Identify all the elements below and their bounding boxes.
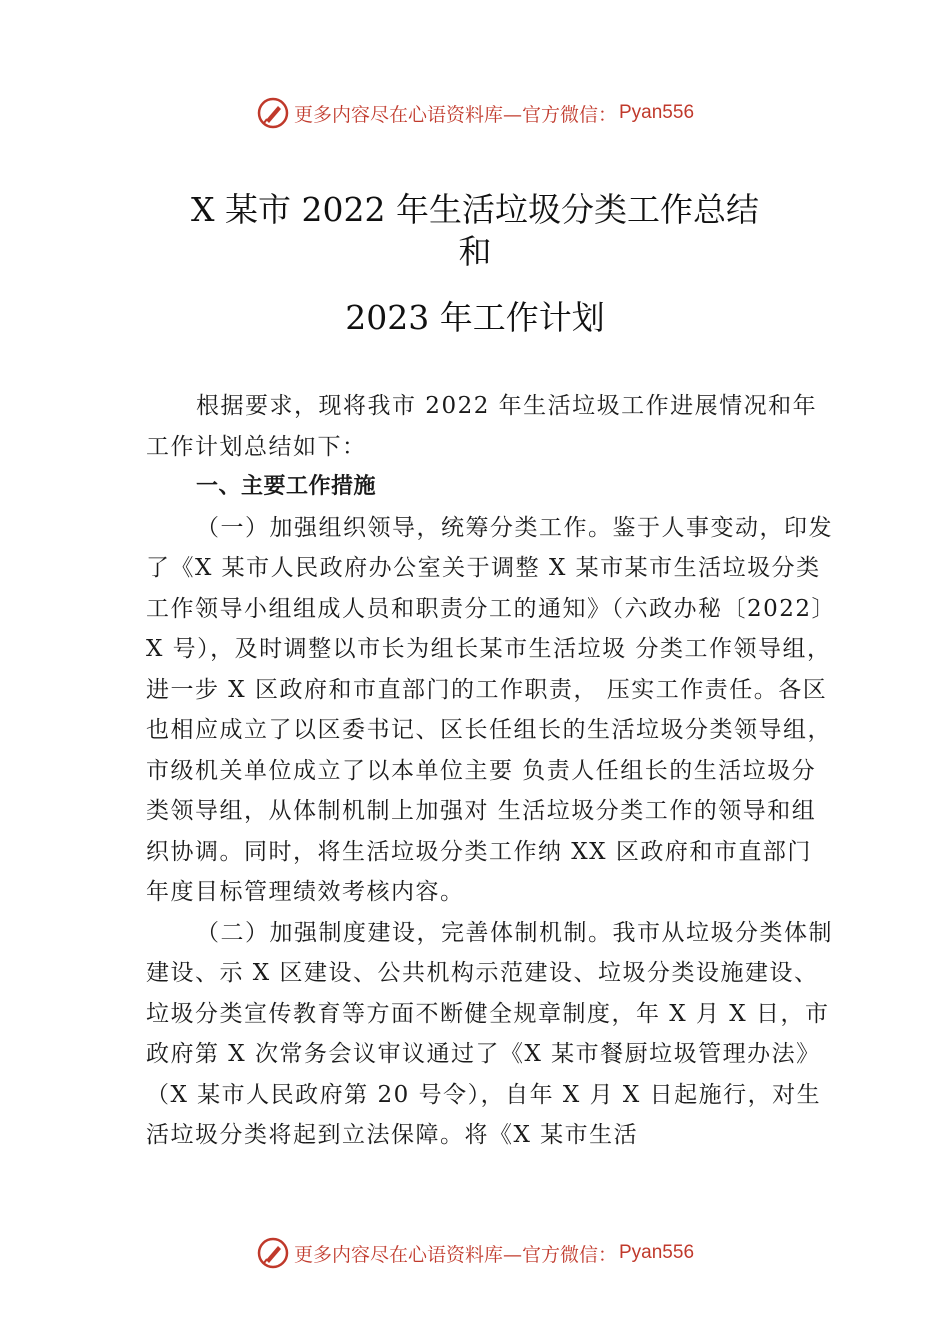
document-title-line2: 和 bbox=[458, 232, 492, 271]
paragraph-2: （二）加强制度建设，完善体制机制。我市从垃圾分类体制建设、示 X 区建设、公共机构示范建设、垃圾分类设施建设、垃圾分类宣传教育等方面不断健全规章制度，年 X 月 X 日，市政府第 X 次常务会议审议通过了《X 某市餐厨垃圾管理办法》（X 某市人民政府第 20 号令），自年 X 月 X 日起施行，对生活垃圾分类将起到立法保障。将《X 某市生活 bbox=[146, 919, 833, 1148]
watermark-text: 更多内容尽在心语资料库—官方微信： bbox=[293, 103, 617, 126]
watermark-header bbox=[0, 96, 950, 130]
watermark-wechat-id: Pyan556 bbox=[619, 102, 695, 123]
intro-paragraph: 根据要求，现将我市 2022 年生活垃圾工作进展情况和年工作计划总结如下： bbox=[146, 393, 818, 460]
watermark-footer bbox=[0, 1236, 950, 1270]
watermark-wechat-id: Pyan556 bbox=[619, 1242, 695, 1263]
section-heading: 一、主要工作措施 bbox=[196, 474, 377, 499]
pen-logo-icon bbox=[256, 1236, 290, 1270]
document-title-line1: X 某市 2022 年生活垃圾分类工作总结 bbox=[191, 190, 759, 229]
paragraph-1: （一）加强组织领导，统筹分类工作。鉴于人事变动，印发了《X 某市人民政府办公室关于调整 X 某市某市生活垃圾分类工作领导小组组成人员和职责分工的通知》（六政办秘〔2022〕X 号），及时调整以市长为组长某市生活垃圾 分类工作领导组，进一步 X 区政府和市直部门的工作职责， 压实工作责任。各区也相应成立了以区委书记、区长任组长的生活垃圾分类领导组，市级机关单位成立了以本单位主要 负责人任组长的生活垃圾分类领导组，从体制机制上加强对 生活垃圾分类工作的领导和组织协调。同时，将生活垃圾分类工作纳 XX 区政府和市直部门年度目标管理绩效考核内容。 bbox=[146, 514, 833, 905]
watermark-text: 更多内容尽在心语资料库—官方微信： bbox=[293, 1243, 617, 1266]
document-title-line3: 2023 年工作计划 bbox=[345, 298, 605, 337]
pen-logo-icon bbox=[256, 96, 290, 130]
document-body bbox=[146, 386, 836, 1156]
